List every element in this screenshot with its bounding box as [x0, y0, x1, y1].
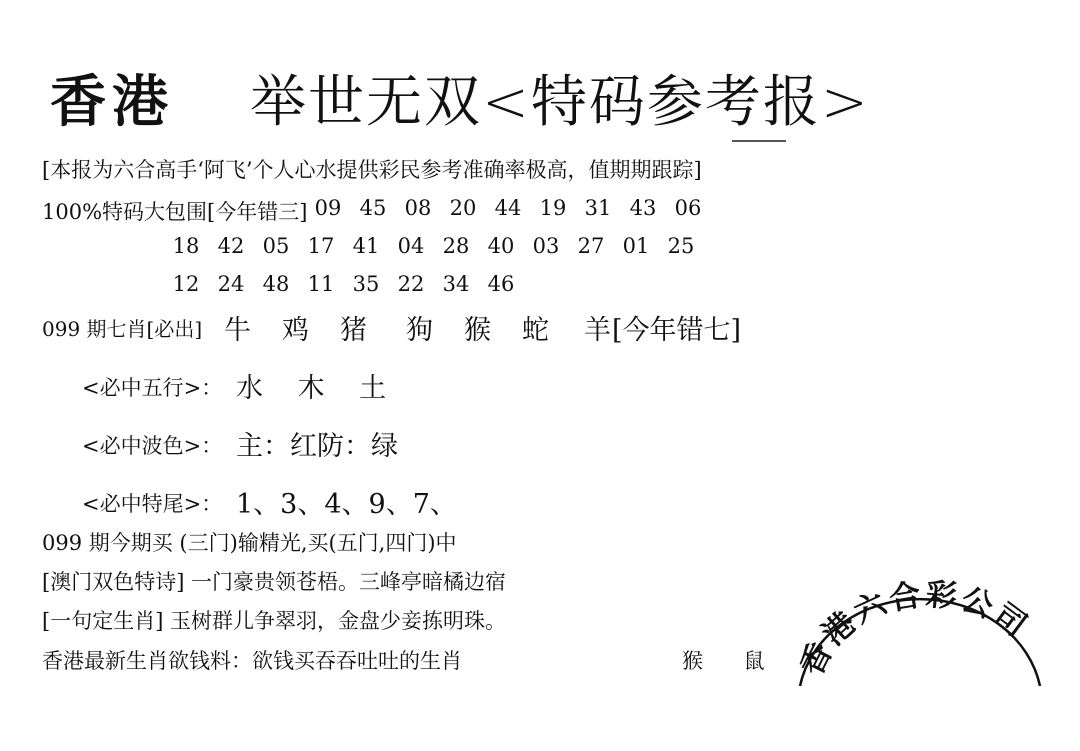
scan-speck — [732, 140, 786, 142]
number-cell: 17 — [307, 234, 335, 258]
number-cell: 28 — [442, 234, 470, 258]
zodiac-note: [今年错七] — [612, 315, 742, 346]
zodiac-item: 鸡 — [282, 315, 309, 346]
number-cell: 35 — [352, 272, 380, 296]
number-cell: 11 — [307, 272, 335, 296]
number-cell: 08 — [404, 196, 432, 220]
number-cell: 31 — [584, 196, 612, 220]
number-cell: 05 — [262, 234, 290, 258]
zodiac-item: 羊 — [584, 315, 611, 346]
zodiac-item: 狗 — [406, 315, 433, 346]
number-cell: 03 — [532, 234, 560, 258]
number-cell: 22 — [397, 272, 425, 296]
number-cell: 43 — [629, 196, 657, 220]
number-cell: 42 — [217, 234, 245, 258]
zodiac-item: 猪 — [340, 315, 367, 346]
number-cell: 45 — [359, 196, 387, 220]
zodiac-label: 099 期七肖[必出] — [42, 317, 203, 341]
number-cell: 46 — [487, 272, 515, 296]
latest-answer: 猴 鼠 — [682, 649, 765, 673]
number-cell: 44 — [494, 196, 522, 220]
zodiac-item: 牛 — [224, 315, 251, 346]
sentence-line: [一句定生肖] 玉树群儿争翠羽，金盘少妾拣明珠。 — [42, 609, 507, 633]
wuxing-label: <必中五行>： — [82, 376, 223, 400]
headline: 举世无双<特码参考报> — [250, 70, 870, 135]
brand-title: 香港 — [50, 70, 174, 135]
wuxing-value: 水 木 土 — [236, 373, 387, 404]
number-cell: 25 — [667, 234, 695, 258]
number-cell: 27 — [577, 234, 605, 258]
color-value: 主：红防：绿 — [236, 431, 398, 462]
number-cell: 18 — [172, 234, 200, 258]
number-cell: 20 — [449, 196, 477, 220]
number-cell: 48 — [262, 272, 290, 296]
company-seal — [790, 568, 1050, 688]
package-label: 100%特码大包围[今年错三] — [42, 200, 308, 224]
number-cell: 24 — [217, 272, 245, 296]
svg-text:香港六合彩公司: 香港六合彩公司 — [793, 576, 1036, 682]
number-cell: 12 — [172, 272, 200, 296]
number-cell: 01 — [622, 234, 650, 258]
gate-line: 099 期今期买 (三门)输精光,买(五门,四门)中 — [42, 531, 457, 555]
number-cell: 04 — [397, 234, 425, 258]
number-cell: 19 — [539, 196, 567, 220]
zodiac-item: 蛇 — [522, 315, 549, 346]
number-cell: 09 — [314, 196, 342, 220]
color-label: <必中波色>： — [82, 434, 223, 458]
latest-line: 香港最新生肖欲钱料：欲钱买吞吞吐吐的生肖 — [42, 649, 462, 673]
number-cell: 41 — [352, 234, 380, 258]
zodiac-item: 猴 — [464, 315, 491, 346]
intro-text: [本报为六合高手‘阿飞’个人心水提供彩民参考准确率极高，值期期跟踪] — [42, 158, 702, 182]
number-cell: 34 — [442, 272, 470, 296]
number-cell: 40 — [487, 234, 515, 258]
number-cell: 06 — [674, 196, 702, 220]
tail-label: <必中特尾>： — [82, 492, 223, 516]
tail-value: 1、3、4、9、7、 — [236, 489, 457, 520]
poem-line: [澳门双色特诗] 一门豪贵领苍梧。三峰亭暗橘边宿 — [42, 570, 507, 594]
